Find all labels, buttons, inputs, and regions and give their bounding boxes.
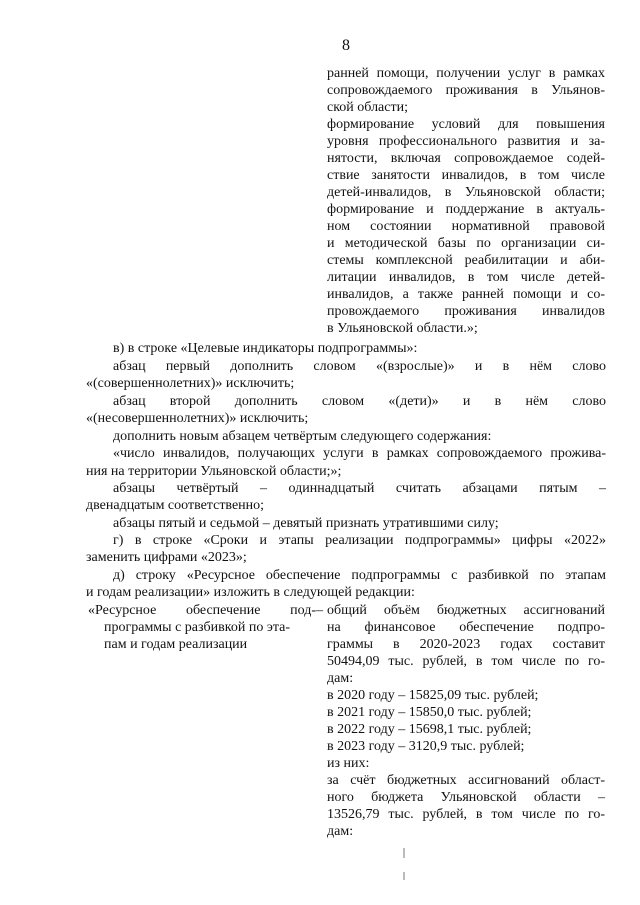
body-line: двенадцатым соответственно; — [86, 498, 265, 513]
body-line: абзац первый дополнить словом «(взрослые)» и в нём слово — [113, 359, 606, 374]
right-column-line: нятости, включая сопровождаемое содей- — [327, 151, 605, 166]
right-column-line: в Ульяновской области.»; — [327, 321, 478, 336]
table-left-line: «Ресурсное обеспечение под- — [88, 603, 316, 618]
right-column-line: ранней помощи, получении услуг в рамках — [327, 66, 605, 81]
table-right-line: граммы в 2020-2023 годах составит — [327, 637, 605, 652]
table-right-line: 50494,09 тыс. рублей, в том числе по го- — [327, 654, 605, 669]
table-left-line: пам и годам реализации — [104, 637, 248, 652]
right-column-line: уровня профессионального развития и за- — [327, 134, 605, 149]
body-line: в) в строке «Целевые индикаторы подпрограммы»: — [113, 341, 418, 356]
right-column-line: и методической базы по организации си- — [327, 236, 605, 251]
table-right-line: в 2020 году – 15825,09 тыс. рублей; — [327, 688, 539, 703]
body-line: абзац второй дополнить словом «(дети)» и в нём слово — [113, 394, 606, 409]
table-dash: – — [316, 603, 323, 618]
table-right-line: 13526,79 тыс. рублей, в том числе по го- — [327, 807, 605, 822]
scan-mark — [403, 872, 405, 880]
body-line: абзацы четвёртый – одиннадцатый считать абзацами пятым – — [113, 481, 606, 496]
right-column-line: литации инвалидов, в том числе детей- — [327, 270, 605, 285]
right-column-line: инвалидов, а также ранней помощи и со- — [327, 287, 605, 302]
right-column-line: сопровождаемого проживания в Ульянов- — [327, 83, 605, 98]
body-line: и годам реализации» изложить в следующей редакции: — [86, 585, 415, 600]
page-number: 8 — [342, 37, 350, 54]
body-line: д) строку «Ресурсное обеспечение подпрограммы с разбивкой по этапам — [113, 568, 606, 583]
right-column-line: ном состоянии нормативной правовой — [327, 219, 605, 234]
right-column-line: формирование условий для повышения — [327, 117, 605, 132]
right-column-line: формирование и поддержание в актуаль- — [327, 202, 605, 217]
right-column-line: стемы комплексной реабилитации и аби- — [327, 253, 605, 268]
body-line: «число инвалидов, получающих услуги в рамках сопровождаемого прожива- — [113, 446, 606, 461]
table-right-line: в 2023 году – 3120,9 тыс. рублей; — [327, 739, 525, 754]
body-line: «(несовершеннолетних)» исключить; — [86, 411, 309, 426]
body-line: ния на территории Ульяновской области;»; — [86, 464, 342, 479]
table-right-line: дам: — [327, 671, 354, 686]
table-right-line: дам: — [327, 824, 354, 839]
table-right-line: в 2021 году – 15850,0 тыс. рублей; — [327, 705, 532, 720]
right-column-line: ствие занятости инвалидов, в том числе — [327, 168, 605, 183]
right-column-line: ской области; — [327, 100, 408, 115]
table-right-line: общий объём бюджетных ассигнований — [327, 603, 605, 618]
table-right-line: в 2022 году – 15698,1 тыс. рублей; — [327, 722, 532, 737]
table-right-line: из них: — [327, 756, 370, 771]
table-right-line: на финансовое обеспечение подпро- — [327, 620, 605, 635]
body-line: заменить цифрами «2023»; — [86, 550, 247, 565]
body-line: дополнить новым абзацем четвёртым следующего содержания: — [113, 429, 492, 444]
right-column-line: провождаемого проживания инвалидов — [327, 304, 605, 319]
right-column-line: детей-инвалидов, в Ульяновской области; — [327, 185, 605, 200]
body-line: «(совершеннолетних)» исключить; — [86, 376, 295, 391]
table-right-line: ного бюджета Ульяновской области – — [327, 790, 605, 805]
body-line: г) в строке «Сроки и этапы реализации подпрограммы» цифры «2022» — [113, 533, 606, 548]
scan-mark — [403, 848, 405, 858]
body-line: абзацы пятый и седьмой – девятый признать утратившими силу; — [113, 516, 499, 531]
table-left-line: программы с разбивкой по эта- — [104, 620, 291, 635]
table-right-line: за счёт бюджетных ассигнований област- — [327, 773, 605, 788]
